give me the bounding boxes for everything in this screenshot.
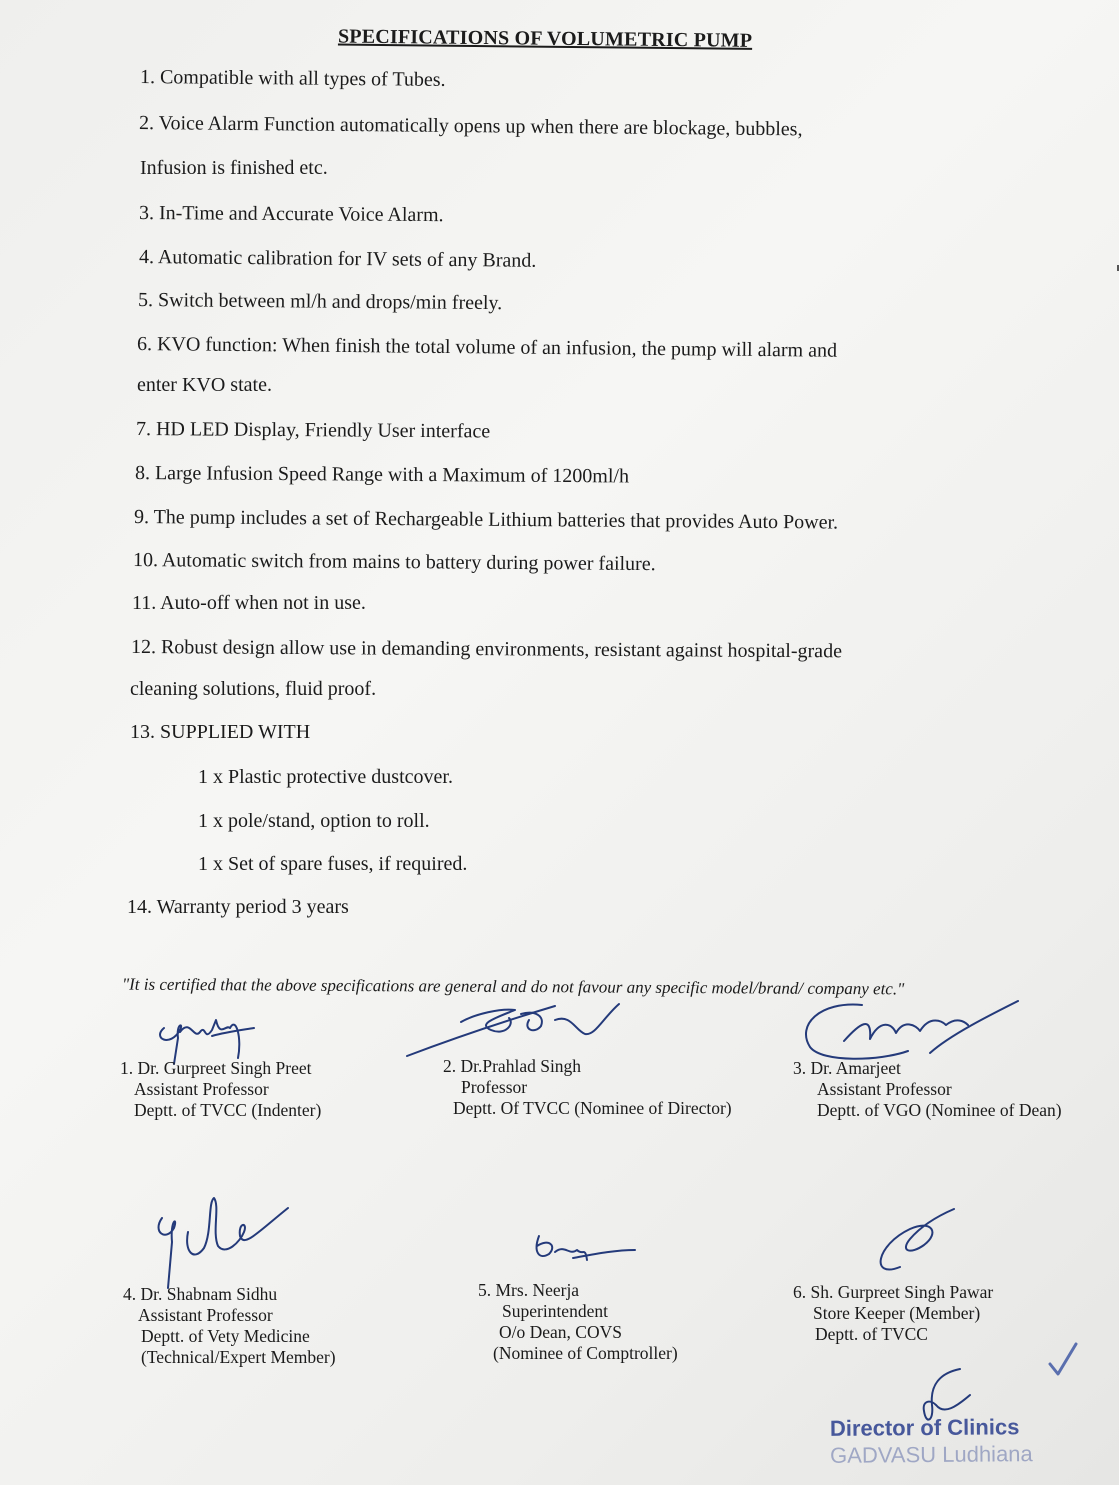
spec-line-9: 9. The pump includes a set of Rechargeable Lithium batteries that provides Auto Power.	[133, 506, 839, 534]
spec-line-6-cont: enter KVO state.	[137, 374, 272, 396]
spec-line-6: 6. KVO function: When finish the total volume of an infusion, the pump will alarm and	[136, 333, 838, 362]
signatory-4-extra: (Technical/Expert Member)	[141, 1347, 336, 1367]
signatory-5-name: 5. Mrs. Neerja	[478, 1280, 580, 1300]
supplied-item-3: 1 x Set of spare fuses, if required.	[198, 853, 468, 875]
spec-line-5: 5. Switch between ml/h and drops/min freely.	[137, 289, 503, 315]
spec-line-10: 10. Automatic switch from mains to battery during power failure.	[132, 549, 656, 576]
supplied-item-1: 1 x Plastic protective dustcover.	[198, 766, 453, 788]
signatory-2-name: 2. Dr.Prahlad Singh	[443, 1056, 582, 1076]
stamp-line-1: Director of Clinics	[829, 1414, 1020, 1441]
stamp-line-2: GADVASU Ludhiana	[830, 1441, 1033, 1468]
signatory-5-extra: (Nominee of Comptroller)	[493, 1343, 678, 1363]
signatory-1-role: Assistant Professor	[134, 1079, 269, 1099]
document-title: SPECIFICATIONS OF VOLUMETRIC PUMP	[337, 25, 753, 52]
signatory-4-role: Assistant Professor	[138, 1305, 273, 1325]
signatory-2-dept: Deptt. Of TVCC (Nominee of Director)	[453, 1098, 732, 1118]
signatory-3-role: Assistant Professor	[817, 1079, 952, 1099]
supplied-item-2: 1 x pole/stand, option to roll.	[198, 810, 430, 832]
spec-line-1: 1. Compatible with all types of Tubes.	[139, 66, 446, 91]
spec-line-11: 11. Auto-off when not in use.	[132, 592, 366, 614]
signatory-6	[793, 1282, 993, 1345]
signatory-5	[478, 1280, 678, 1364]
spec-line-13: 13. SUPPLIED WITH	[130, 721, 311, 743]
signatory-4-name: 4. Dr. Shabnam Sidhu	[123, 1284, 278, 1304]
signatory-3	[793, 1058, 1062, 1121]
spec-line-8: 8. Large Infusion Speed Range with a Maximum of 1200ml/h	[134, 462, 630, 488]
signature-6-icon	[870, 1205, 960, 1285]
signatory-3-dept: Deptt. of VGO (Nominee of Dean)	[817, 1100, 1062, 1120]
signature-5-icon	[525, 1226, 640, 1276]
spec-line-3: 3. In-Time and Accurate Voice Alarm.	[138, 202, 444, 227]
signatory-3-name: 3. Dr. Amarjeet	[793, 1058, 901, 1078]
signature-2-icon	[405, 1000, 635, 1064]
spec-line-7: 7. HD LED Display, Friendly User interface	[135, 418, 491, 443]
signatory-5-dept: O/o Dean, COVS	[499, 1322, 622, 1342]
spec-line-12-cont: cleaning solutions, fluid proof.	[130, 678, 377, 700]
signatory-4-dept: Deptt. of Vety Medicine	[141, 1326, 310, 1346]
signatory-6-name: 6. Sh. Gurpreet Singh Pawar	[793, 1282, 994, 1302]
spec-line-2: 2. Voice Alarm Function automatically opens up when there are blockage, bubbles,	[138, 112, 803, 141]
signatory-6-role: Store Keeper (Member)	[813, 1303, 981, 1323]
signatory-1-name: 1. Dr. Gurpreet Singh Preet	[120, 1058, 312, 1078]
certification-statement: "It is certified that the above specifications are general and do not favour any specific model/brand/ company etc."	[121, 974, 905, 999]
tick-mark-icon	[1040, 1340, 1080, 1380]
signatory-2	[443, 1056, 732, 1119]
spec-line-14: 14. Warranty period 3 years	[127, 896, 349, 918]
director-stamp	[830, 1413, 1033, 1469]
signatory-1-dept: Deptt. of TVCC (Indenter)	[134, 1100, 322, 1120]
spec-line-2-cont: Infusion is finished etc.	[140, 157, 328, 179]
signatory-4	[123, 1284, 336, 1368]
signatory-2-role: Professor	[461, 1077, 528, 1097]
signatory-6-dept: Deptt. of TVCC	[815, 1324, 928, 1344]
spec-line-12: 12. Robust design allow use in demanding environments, resistant against hospital-grade	[130, 636, 843, 663]
signatory-5-role: Superintendent	[502, 1301, 608, 1321]
signatory-1	[120, 1058, 321, 1121]
spec-line-4: 4. Automatic calibration for IV sets of any Brand.	[138, 246, 537, 272]
